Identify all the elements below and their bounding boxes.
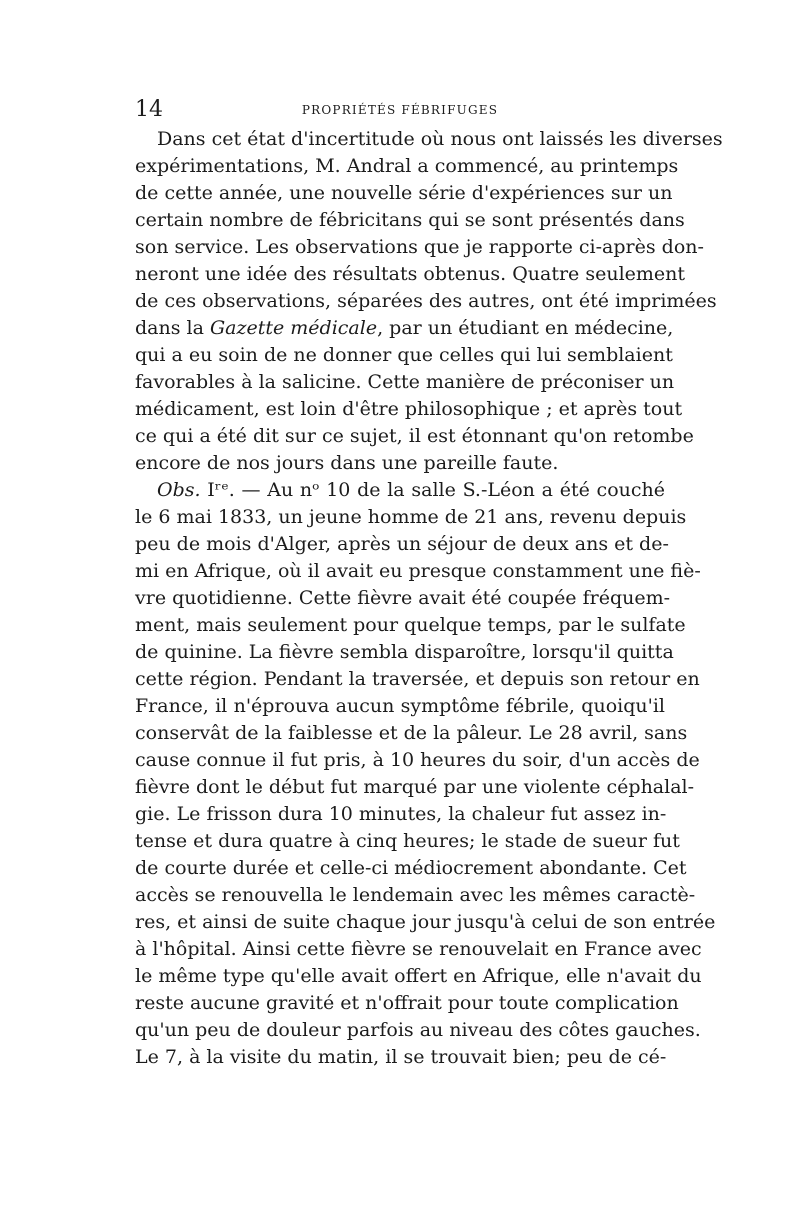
page-number: 14 bbox=[135, 97, 163, 122]
observation-number: Iʳᵉ. — bbox=[200, 479, 268, 501]
text-line: France, il n'éprouva aucun symptôme fébrile, quoiqu'il bbox=[135, 695, 665, 717]
text-line: le 6 mai 1833, un jeune homme de 21 ans, revenu depuis bbox=[135, 506, 687, 528]
text-line: son service. Les observations que je rapporte ci-après don- bbox=[135, 236, 704, 258]
text-line: médicament, est loin d'être philosophique ; et après tout bbox=[135, 398, 683, 420]
text-fragment: dans la bbox=[135, 317, 210, 339]
text-line: qu'un peu de douleur parfois au niveau des côtes gauches. bbox=[135, 1019, 701, 1041]
text-line: favorables à la salicine. Cette manière de préconiser un bbox=[135, 371, 675, 393]
text-line: peu de mois d'Alger, après un séjour de deux ans et de- bbox=[135, 533, 669, 555]
text-line-with-journal-title bbox=[135, 315, 674, 342]
text-line: mi en Afrique, où il avait eu presque constamment une fiè- bbox=[135, 560, 701, 582]
text-line: de cette année, une nouvelle série d'expériences sur un bbox=[135, 182, 673, 204]
text-line: de quinine. La fièvre sembla disparoître, lorsqu'il quitta bbox=[135, 641, 674, 663]
text-line: reste aucune gravité et n'offrait pour toute complication bbox=[135, 992, 679, 1014]
text-line: ce qui a été dit sur ce sujet, il est étonnant qu'on retombe bbox=[135, 425, 694, 447]
text-line: ment, mais seulement pour quelque temps, par le sulfate bbox=[135, 614, 686, 636]
text-line: res, et ainsi de suite chaque jour jusqu'à celui de son entrée bbox=[135, 911, 716, 933]
text-line: cause connue il fut pris, à 10 heures du soir, d'un accès de bbox=[135, 749, 700, 771]
text-line: qui a eu soin de ne donner que celles qui lui semblaient bbox=[135, 344, 673, 366]
running-title: PROPRIÉTÉS FÉBRIFUGES bbox=[301, 103, 499, 117]
text-line: de ces observations, séparées des autres, ont été imprimées bbox=[135, 290, 717, 312]
text-line: gie. Le frisson dura 10 minutes, la chaleur fut assez in- bbox=[135, 803, 667, 825]
observation-label: Obs. bbox=[157, 479, 201, 501]
text-line: le même type qu'elle avait offert en Afrique, elle n'avait du bbox=[135, 965, 702, 987]
body-text bbox=[135, 126, 723, 1071]
text-line: accès se renouvella le lendemain avec les mêmes caractè- bbox=[135, 884, 696, 906]
journal-title: Gazette médicale bbox=[209, 317, 378, 339]
text-line: tense et dura quatre à cinq heures; le stade de sueur fut bbox=[135, 830, 680, 852]
text-line: certain nombre de fébricitans qui se sont présentés dans bbox=[135, 209, 685, 231]
text-line: cette région. Pendant la traversée, et depuis son retour en bbox=[135, 668, 700, 690]
text-line: Dans cet état d'incertitude où nous ont laissés les diverses bbox=[157, 128, 723, 150]
text-line: à l'hôpital. Ainsi cette fièvre se renouvelait en France avec bbox=[135, 938, 702, 960]
text-line: de courte durée et celle-ci médiocrement abondante. Cet bbox=[135, 857, 687, 879]
text-line: Le 7, à la visite du matin, il se trouvait bien; peu de cé- bbox=[135, 1046, 667, 1068]
text-fragment: Au nᵒ 10 de la salle S.-Léon a été couché bbox=[267, 479, 665, 501]
text-line: fièvre dont le début fut marqué par une violente céphalal- bbox=[135, 776, 695, 798]
text-fragment: , par un étudiant en médecine, bbox=[377, 317, 674, 339]
observation-heading-line bbox=[135, 477, 665, 504]
text-line: neront une idée des résultats obtenus. Quatre seulement bbox=[135, 263, 686, 285]
page-header bbox=[135, 96, 665, 124]
text-line: expérimentations, M. Andral a commencé, au printemps bbox=[135, 155, 679, 177]
text-line: encore de nos jours dans une pareille faute. bbox=[135, 452, 559, 474]
text-line: vre quotidienne. Cette fièvre avait été coupée fréquem- bbox=[135, 587, 671, 609]
text-line: conservât de la faiblesse et de la pâleur. Le 28 avril, sans bbox=[135, 722, 688, 744]
